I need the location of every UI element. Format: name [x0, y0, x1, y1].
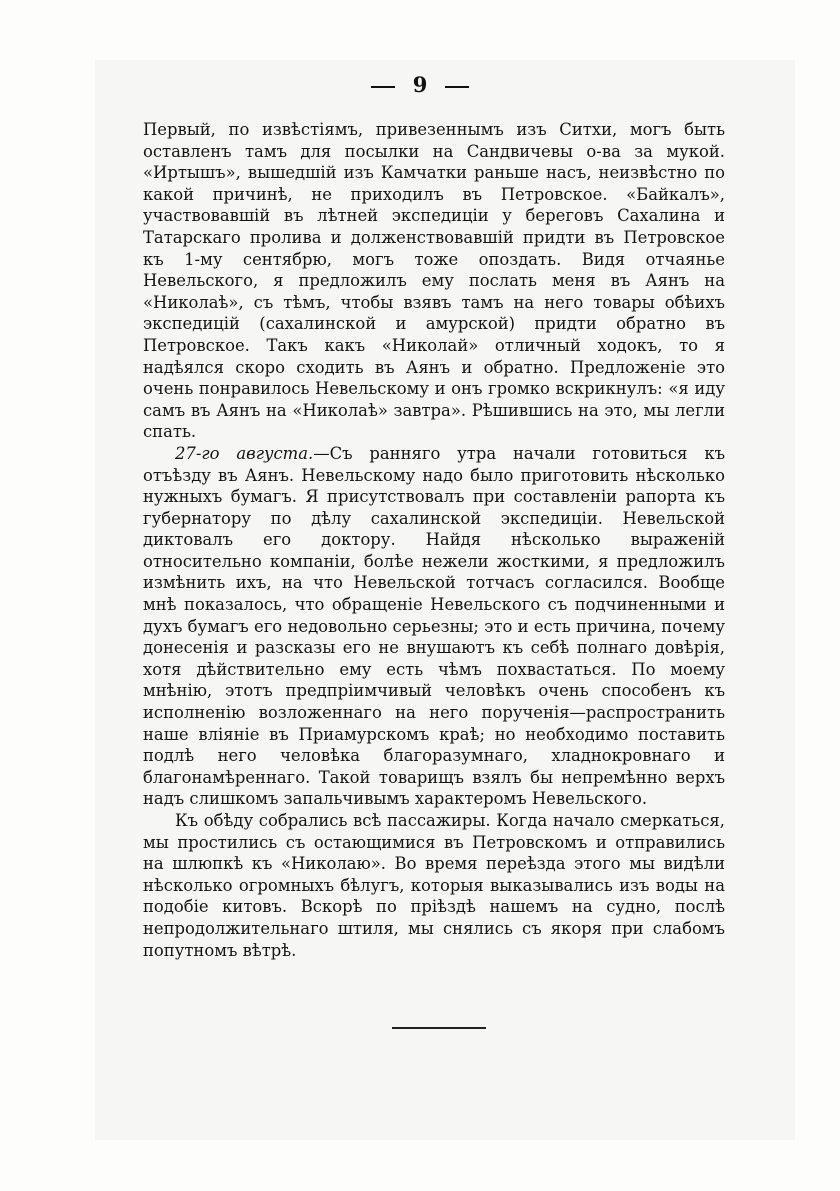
date-label: 27-го августа.: [175, 443, 314, 463]
section-end-rule: [392, 1027, 486, 1029]
paragraph-3: Къ обѣду собрались всѣ пассажиры. Когда начало смеркаться, мы простились съ остающимися въ Петровскомъ и отправились на шлюпкѣ къ «Николаю». Во время переѣзда этого мы видѣли нѣсколько огромныхъ бѣлугъ, которыя выказывались изъ воды на подобіе китовъ. Вскорѣ по пріѣздѣ нашемъ на судно, послѣ непродолжительнаго штиля, мы снялись съ якоря при слабомъ попутномъ вѣтрѣ.: [143, 811, 725, 960]
paragraph-2-text: —Съ ранняго утра начали готовиться къ отъѣзду въ Аянъ. Невельскому надо было приготовить нѣсколько нужныхъ бумагъ. Я присутствовалъ при составленіи рапорта къ губернатору по дѣлу сахалинской экспедиціи. Невельской диктовалъ его доктору. Найдя нѣсколько выраженій относительно компаніи, болѣе нежели жосткими, я предложилъ измѣнить ихъ, на что Невельской тотчасъ согласился. Вообще мнѣ показалось, что обращеніе Невельского съ подчиненными и духъ бумагъ его недовольно серьезны; это и есть причина, почему донесенія и разсказы его не внушаютъ къ себѣ полнаго довѣрія, хотя дѣйствительно ему есть чѣмъ похвастаться. По моему мнѣнію, этотъ предпріимчивый человѣкъ очень способенъ къ исполненію возложеннаго на него порученія—распространить наше вліяніе въ Приамурскомъ краѣ; но необходимо поставить подлѣ него человѣка благоразумнаго, хладнокровнаго и благонамѣреннаго. Такой товарищъ взялъ бы непремѣнно верхъ надъ слишкомъ запальчивымъ характеромъ Невельского.: [143, 443, 725, 809]
body-text: [143, 119, 725, 961]
right-dash: [445, 86, 469, 88]
page-number: 9: [412, 72, 428, 97]
paragraph-1: Первый, по извѣстіямъ, привезеннымъ изъ Ситхи, могъ быть оставленъ тамъ для посылки на Сандвичевы о-ва за мукой. «Иртышъ», вышедшій изъ Камчатки раньше насъ, неизвѣстно по какой причинѣ, не приходилъ въ Петровское. «Байкалъ», участвовавшій въ лѣтней экспедиціи у береговъ Сахалина и Татарскаго пролива и долженствовавшій придти въ Петровское къ 1-му сентябрю, могъ тоже опоздать. Видя отчаянье Невельского, я предложилъ ему послать меня въ Аянъ на «Николаѣ», съ тѣмъ, чтобы взявъ тамъ на него товары обѣихъ экспедицій (сахалинской и амурской) придти обратно въ Петровское. Такъ какъ «Николай» отличный ходокъ, то я надѣялся скоро сходить въ Аянъ и обратно. Предложеніе это очень понравилось Невельскому и онъ громко вскрикнулъ: «я иду самъ въ Аянъ на «Николаѣ» завтра». Рѣшившись на это, мы легли спать.: [143, 120, 725, 442]
paragraph-2: [143, 443, 725, 810]
page-header: [0, 72, 840, 97]
left-dash: [371, 86, 395, 88]
